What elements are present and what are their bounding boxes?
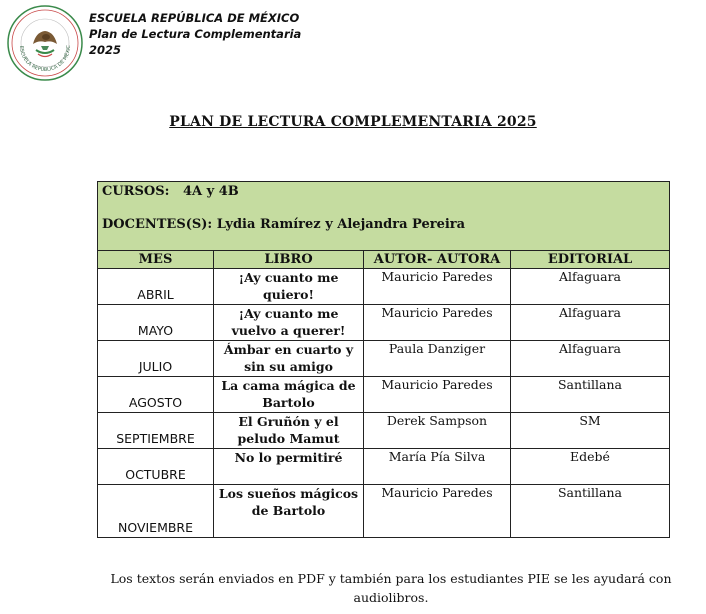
courses-line <box>102 184 665 199</box>
course-info-header <box>98 182 670 251</box>
month-cell: OCTUBRE <box>98 449 214 485</box>
book-cell: ¡Ay cuanto me quiero! <box>214 269 364 305</box>
author-cell: Paula Danziger <box>364 341 511 377</box>
month-cell: MAYO <box>98 305 214 341</box>
teachers-label: DOCENTES(S): <box>102 217 213 232</box>
publisher-cell: Alfaguara <box>511 341 670 377</box>
book-cell: El Gruñón y el peludo Mamut <box>214 413 364 449</box>
book-cell: Ámbar en cuarto y sin su amigo <box>214 341 364 377</box>
teachers-value: Lydia Ramírez y Alejandra Pereira <box>216 217 466 232</box>
publisher-cell: Edebé <box>511 449 670 485</box>
book-cell: Los sueños mágicos de Bartolo <box>214 485 364 538</box>
plan-year: 2025 <box>89 43 122 57</box>
courses-value: 4A y 4B <box>182 184 239 199</box>
book-cell: La cama mágica de Bartolo <box>214 377 364 413</box>
document-title: PLAN DE LECTURA COMPLEMENTARIA 2025 <box>169 114 537 130</box>
table-row <box>98 305 670 341</box>
table-row <box>98 377 670 413</box>
book-cell: ¡Ay cuanto me vuelvo a querer! <box>214 305 364 341</box>
school-seal-logo <box>6 4 84 82</box>
table-row <box>98 341 670 377</box>
month-cell: AGOSTO <box>98 377 214 413</box>
document-title-wrapper <box>0 111 706 130</box>
plan-name: Plan de Lectura Complementaria <box>89 27 302 41</box>
col-author: AUTOR- AUTORA <box>364 251 511 269</box>
publisher-cell: SM <box>511 413 670 449</box>
author-cell: Mauricio Paredes <box>364 485 511 538</box>
publisher-cell: Alfaguara <box>511 269 670 305</box>
svg-text:ESCUELA REPÚBLICA DE MÉXICO: ESCUELA REPÚBLICA DE MÉXIC <box>17 45 73 74</box>
month-cell: JULIO <box>98 341 214 377</box>
col-book: LIBRO <box>214 251 364 269</box>
author-cell: Derek Sampson <box>364 413 511 449</box>
publisher-cell: Santillana <box>511 377 670 413</box>
author-cell: Mauricio Paredes <box>364 305 511 341</box>
book-cell: No lo permitiré <box>214 449 364 485</box>
courses-label: CURSOS: <box>102 184 170 199</box>
month-cell: SEPTIEMBRE <box>98 413 214 449</box>
footer-note: Los textos serán enviados en PDF y también para los estudiantes PIE se les ayudará con audiolibros. <box>110 571 672 605</box>
teachers-line <box>102 217 665 232</box>
author-cell: Mauricio Paredes <box>364 269 511 305</box>
publisher-cell: Santillana <box>511 485 670 538</box>
reading-plan-table <box>97 181 670 538</box>
col-publisher: EDITORIAL <box>511 251 670 269</box>
author-cell: María Pía Silva <box>364 449 511 485</box>
table-row <box>98 485 670 538</box>
school-header <box>89 10 301 58</box>
month-cell: NOVIEMBRE <box>98 485 214 538</box>
column-headers <box>98 251 670 269</box>
publisher-cell: Alfaguara <box>511 305 670 341</box>
author-cell: Mauricio Paredes <box>364 377 511 413</box>
table-row <box>98 269 670 305</box>
table-row <box>98 449 670 485</box>
col-month: MES <box>98 251 214 269</box>
school-name: ESCUELA REPÚBLICA DE MÉXICO <box>89 11 300 25</box>
month-cell: ABRIL <box>98 269 214 305</box>
table-row <box>98 413 670 449</box>
